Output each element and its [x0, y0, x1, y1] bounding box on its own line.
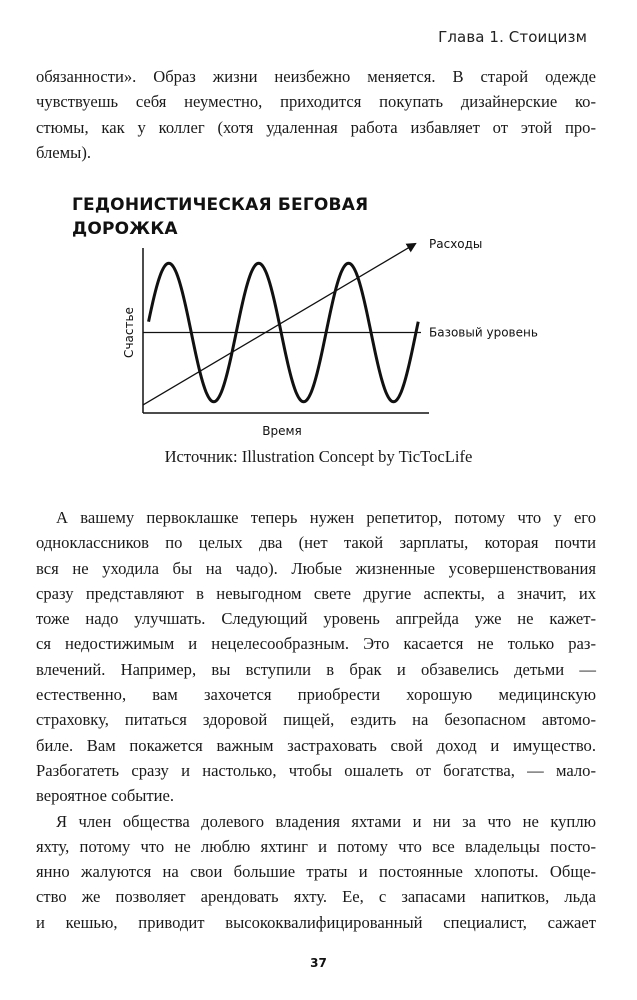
text-line: стюмы, как у коллег (хотя удаленная работа избавляет от этой про- — [36, 117, 596, 137]
figure-title-line: ГЕДОНИСТИЧЕСКАЯ БЕГОВАЯ — [72, 195, 369, 215]
text-line: янно жалуются на свои большие траты и постоянные хлопоты. Обще- — [36, 862, 596, 882]
text-line: А вашему первоклашке теперь нужен репетитор, потому что у его — [56, 508, 596, 527]
text-line: сразу представляют в невыгодном свете другие аспекты, а значит, их — [36, 583, 596, 603]
text-line: Я член общества долевого владения яхтами и ни за что не куплю — [56, 811, 596, 831]
expenses-label: Расходы — [429, 236, 483, 251]
text-line: яхту, потому что не люблю яхтинг и потому что все владельцы посто- — [36, 836, 596, 856]
text-line: вся не уходила бы на чадо). Любые жизненные усовершенствования — [36, 558, 596, 578]
page-number: 37 — [310, 956, 327, 970]
text-line: страховку, питаться здоровой пищей, ездить на безопасном автомо- — [36, 710, 596, 730]
text-line: обязанности». Образ жизни неизбежно меняется. В старой одежде — [36, 67, 596, 86]
text-line: ство же позволяет арендовать яхту. Ее, с запасами напитков, льда — [36, 887, 596, 907]
text-line: одноклассников по целых два (нет такой зарплаты, которая почти — [36, 533, 596, 553]
text-line: естественно, вам захочется приобрести хорошую медицинскую — [36, 685, 596, 705]
expenses-line — [143, 244, 415, 405]
text-line: Разбогатеть сразу и настолько, чтобы ошалеть от богатства, — мало- — [36, 760, 596, 780]
text-line: чувствуешь себя неуместно, приходится покупать дизайнерские ко- — [36, 92, 596, 112]
paragraph-bottom — [36, 505, 596, 935]
figure-caption: Источник: Illustration Concept by TicTocLife — [164, 447, 473, 466]
running-header: Глава 1. Стоицизм — [438, 28, 587, 46]
text-line: биле. Вам покажется важным застраховать свой доход и имущество. — [36, 735, 596, 755]
paragraph-top — [36, 64, 596, 165]
text-line: ся недостижимым и нецелесообразным. Это касается не только раз- — [36, 634, 596, 654]
baseline-label: Базовый уровень — [429, 325, 538, 340]
happiness-wave — [149, 263, 419, 401]
y-axis-label: Счастье — [122, 307, 136, 358]
figure-title-line: ДОРОЖКА — [72, 219, 178, 239]
x-axis-label: Время — [262, 424, 302, 438]
text-line: и кешью, приводит высококвалифицированный специалист, сажает — [36, 912, 596, 932]
figure-title — [72, 193, 368, 241]
text-line: тоже надо улучшать. Следующий уровень апгрейда уже не кажет- — [36, 609, 596, 629]
text-line: вероятное событие. — [36, 786, 175, 806]
text-line: влечений. Например, вы вступили в брак и обзавелись детьми — — [36, 659, 596, 679]
text-line: блемы). — [36, 142, 91, 162]
